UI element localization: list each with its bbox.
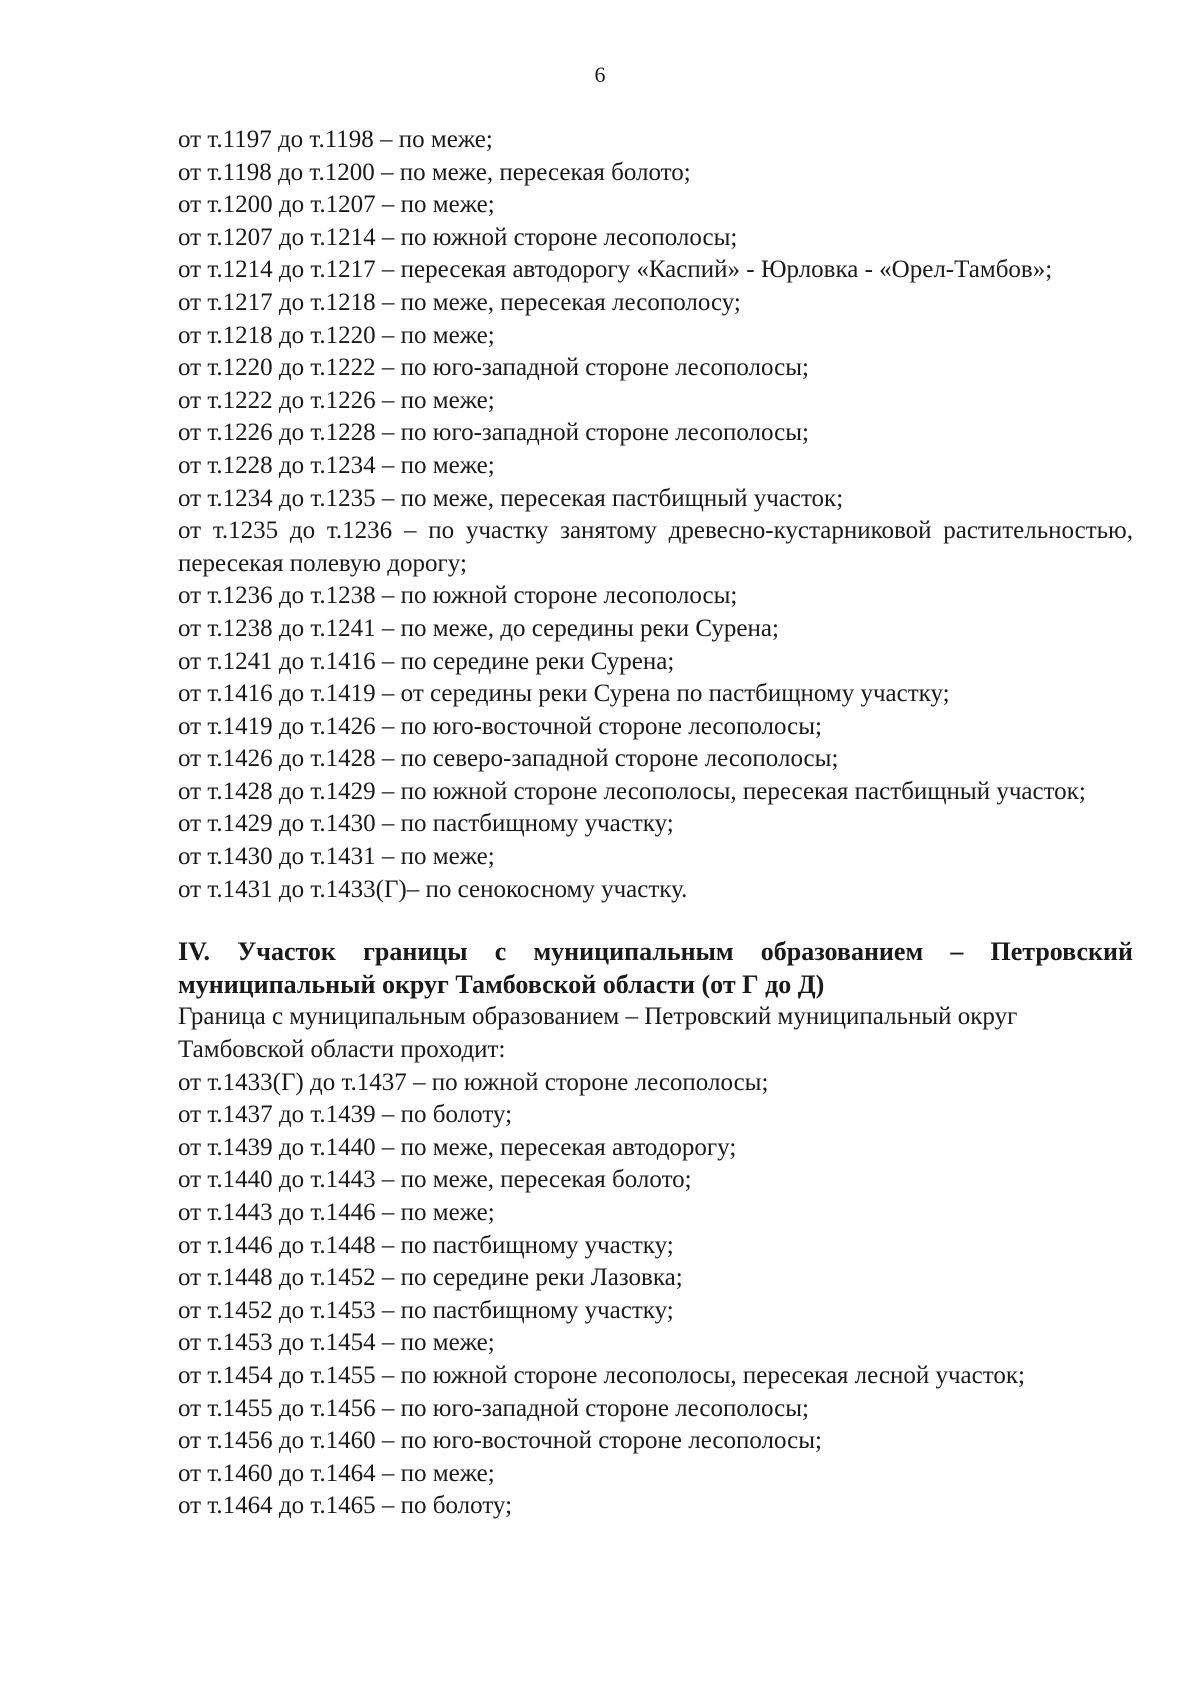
list-item: от т.1430 до т.1431 – по меже; <box>178 843 495 871</box>
list-item: от т.1416 до т.1419 – от середины реки Сурена по пастбищному участку; <box>178 680 950 708</box>
list-item: от т.1197 до т.1198 – по меже; <box>178 126 493 153</box>
list-item: от т.1241 до т.1416 – по середине реки Сурена; <box>178 647 675 675</box>
list-item: от т.1218 до т.1220 – по меже; <box>178 321 495 349</box>
section-intro: Граница с муниципальным образованием – Петровский муниципальный округ Тамбовской области проходит: <box>178 1003 1018 1064</box>
list-item: от т.1455 до т.1456 – по юго-западной стороне лесополосы; <box>178 1394 809 1422</box>
list-item: от т.1460 до т.1464 – по меже; <box>178 1459 495 1487</box>
list-item: от т.1429 до т.1430 – по пастбищному участку; <box>178 810 674 838</box>
list-item: от т.1207 до т.1214 – по южной стороне лесополосы; <box>178 223 738 251</box>
list-item: от т.1448 до т.1452 – по середине реки Лазовка; <box>178 1264 683 1292</box>
list-item: от т.1437 до т.1439 – по болоту; <box>178 1101 513 1129</box>
list-item: от т.1428 до т.1429 – по южной стороне лесополосы, пересекая пастбищный участок; <box>178 777 1086 805</box>
list-item: от т.1222 до т.1226 – по меже; <box>178 386 495 414</box>
page-number: 6 <box>594 62 606 87</box>
list-item: от т.1198 до т.1200 – по меже, пересекая болото; <box>178 158 691 186</box>
list-item: от т.1456 до т.1460 – по юго-восточной стороне лесополосы; <box>178 1427 822 1455</box>
list-item: от т.1439 до т.1440 – по меже, пересекая автодорогу; <box>178 1133 737 1161</box>
list-item: от т.1454 до т.1455 – по южной стороне лесополосы, пересекая лесной участок; <box>178 1361 1025 1389</box>
list-item: от т.1453 до т.1454 – по меже; <box>178 1329 495 1357</box>
list-item: от т.1446 до т.1448 – по пастбищному участку; <box>178 1231 674 1259</box>
list-item: от т.1226 до т.1228 – по юго-западной стороне лесополосы; <box>178 419 809 447</box>
section-heading: IV. Участок границы с муниципальным образованием – Петровский муниципальный округ Тамбовской области (от Г до Д) <box>178 937 1133 999</box>
list-item: от т.1200 до т.1207 – по меже; <box>178 191 495 219</box>
list-item: от т.1236 до т.1238 – по южной стороне лесополосы; <box>178 582 738 610</box>
section4-list <box>178 1067 1133 1523</box>
list-item: от т.1234 до т.1235 – по меже, пересекая пастбищный участок; <box>178 484 844 512</box>
list-item: от т.1238 до т.1241 – по меже, до середины реки Сурена; <box>178 614 779 642</box>
section3-list <box>178 124 1133 906</box>
list-item: от т.1443 до т.1446 – по меже; <box>178 1199 495 1226</box>
list-item: от т.1419 до т.1426 – по юго-восточной стороне лесополосы; <box>178 712 822 740</box>
list-item: от т.1426 до т.1428 – по северо-западной стороне лесополосы; <box>178 745 839 773</box>
list-item: от т.1220 до т.1222 – по юго-западной стороне лесополосы; <box>178 354 809 382</box>
list-item: от т.1228 до т.1234 – по меже; <box>178 451 495 479</box>
list-item: от т.1431 до т.1433(Г)– по сенокосному участку. <box>178 875 688 903</box>
list-item: от т.1440 до т.1443 – по меже, пересекая болото; <box>178 1166 692 1194</box>
list-item: от т.1217 до т.1218 – по меже, пересекая лесополосу; <box>178 288 741 316</box>
list-item: от т.1214 до т.1217 – пересекая автодорогу «Каспий» - Юрловка - «Орел-Тамбов»; <box>178 256 1053 284</box>
list-item: от т.1464 до т.1465 – по болоту; <box>178 1492 513 1520</box>
list-item: от т.1433(Г) до т.1437 – по южной стороне лесополосы; <box>178 1068 769 1096</box>
list-item: от т.1452 до т.1453 – по пастбищному участку; <box>178 1296 674 1324</box>
document-body <box>178 124 1133 1523</box>
list-item: от т.1235 до т.1236 – по участку занятому древесно-кустарниковой растительностью, пересекая полевую дорогу; <box>178 517 1133 577</box>
